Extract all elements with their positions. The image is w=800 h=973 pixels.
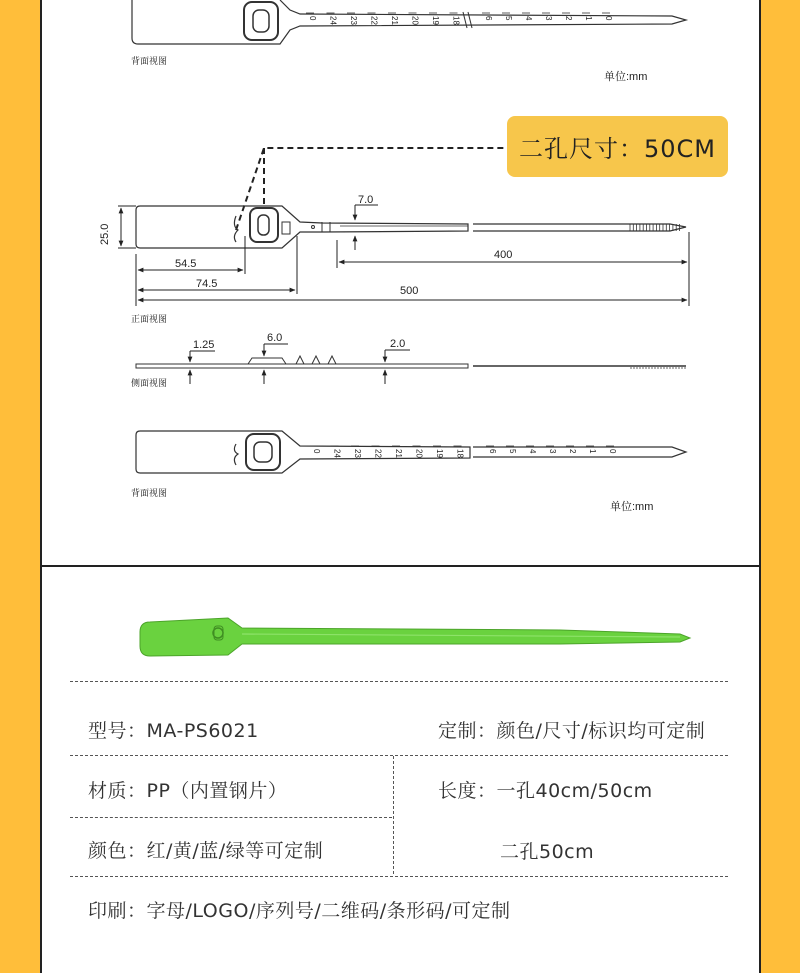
dim-25: 25.0 (99, 223, 111, 245)
side-view (131, 332, 686, 388)
scale-bottom-right-label-2: 4 (528, 449, 537, 454)
scale-top-right-label-5: 1 (584, 16, 593, 21)
scale-top-left-label-4: 21 (390, 16, 399, 25)
spec-column-divider (393, 756, 394, 874)
spec-length: 长度：一孔40cm/50cm (438, 780, 653, 802)
unit-label-top: 单位:mm (604, 71, 648, 83)
scale-top-right-label-3: 3 (544, 16, 553, 21)
spec-length-two-hole: 二孔50cm (500, 841, 595, 863)
back-view-top (131, 0, 686, 83)
scale-top-right-label-6: 0 (604, 16, 613, 21)
spec-colors: 颜色：红/黄/蓝/绿等可定制 (88, 840, 324, 862)
scale-top-left-label-3: 22 (369, 16, 379, 25)
scale-bottom-left-label-2: 23 (353, 449, 362, 458)
scale-marks-bottom-left (310, 446, 465, 458)
hole-size-callout: 二孔尺寸：50CM (507, 116, 728, 177)
scale-bottom-right-label-5: 1 (588, 449, 597, 454)
dim-74-5: 74.5 (196, 278, 218, 290)
scale-bottom-right-label-6: 0 (608, 449, 617, 454)
spec-divider (70, 681, 728, 682)
scale-marks-top-right (482, 13, 613, 21)
spec-custom: 定制：颜色/尺寸/标识均可定制 (438, 720, 706, 742)
product-seal-image (140, 618, 690, 656)
back-view-bottom (131, 431, 686, 513)
scale-top-right-label-0: 6 (484, 16, 493, 21)
section-divider (40, 565, 761, 567)
scale-top-left-label-1: 24 (328, 16, 338, 25)
scale-top-right-label-2: 4 (524, 16, 533, 21)
spec-printing: 印刷：字母/LOGO/序列号/二维码/条形码/可定制 (88, 900, 511, 922)
scale-bottom-left-label-4: 21 (394, 449, 403, 458)
scale-bottom-left-label-6: 19 (435, 449, 444, 458)
dim-54-5: 54.5 (175, 258, 197, 270)
dim-400: 400 (494, 249, 513, 261)
front-view-label: 正面视图 (131, 314, 168, 324)
scale-bottom-left-label-7: 18 (455, 449, 465, 458)
side-view-label: 侧面视图 (131, 378, 168, 388)
scale-top-left-label-6: 19 (431, 16, 440, 25)
scale-bottom-left-label-5: 20 (414, 449, 424, 458)
scale-top-right-label-4: 2 (564, 16, 573, 21)
scale-bottom-right-label-4: 2 (568, 449, 577, 454)
scale-top-right-label-1: 5 (504, 16, 513, 21)
dim-1-25: 1.25 (193, 339, 215, 351)
scale-top-left-label-2: 23 (349, 16, 358, 25)
spec-model: 型号：MA-PS6021 (88, 720, 259, 742)
spec-divider (70, 817, 392, 818)
back-view-label-top: 背面视图 (131, 56, 168, 66)
scale-bottom-left-label-1: 24 (332, 449, 342, 458)
dim-500: 500 (400, 285, 419, 297)
spec-material: 材质：PP（内置钢片） (88, 780, 288, 802)
back-view-label-bottom: 背面视图 (131, 488, 168, 498)
dim-2: 2.0 (390, 338, 406, 350)
scale-bottom-left-label-0: 0 (312, 449, 321, 454)
scale-bottom-left-label-3: 22 (373, 449, 383, 458)
dim-6: 6.0 (267, 332, 283, 344)
dim-7: 7.0 (358, 194, 374, 206)
spec-divider (70, 876, 728, 877)
scale-top-left-label-5: 20 (410, 16, 420, 25)
spec-divider (70, 755, 728, 756)
scale-bottom-right-label-0: 6 (488, 449, 497, 454)
scale-bottom-right-label-3: 3 (548, 449, 557, 454)
scale-top-left-label-0: 0 (308, 16, 317, 21)
scale-top-left-label-7: 18 (451, 16, 461, 25)
scale-bottom-right-label-1: 5 (508, 449, 517, 454)
unit-label-bottom: 单位:mm (610, 501, 654, 513)
